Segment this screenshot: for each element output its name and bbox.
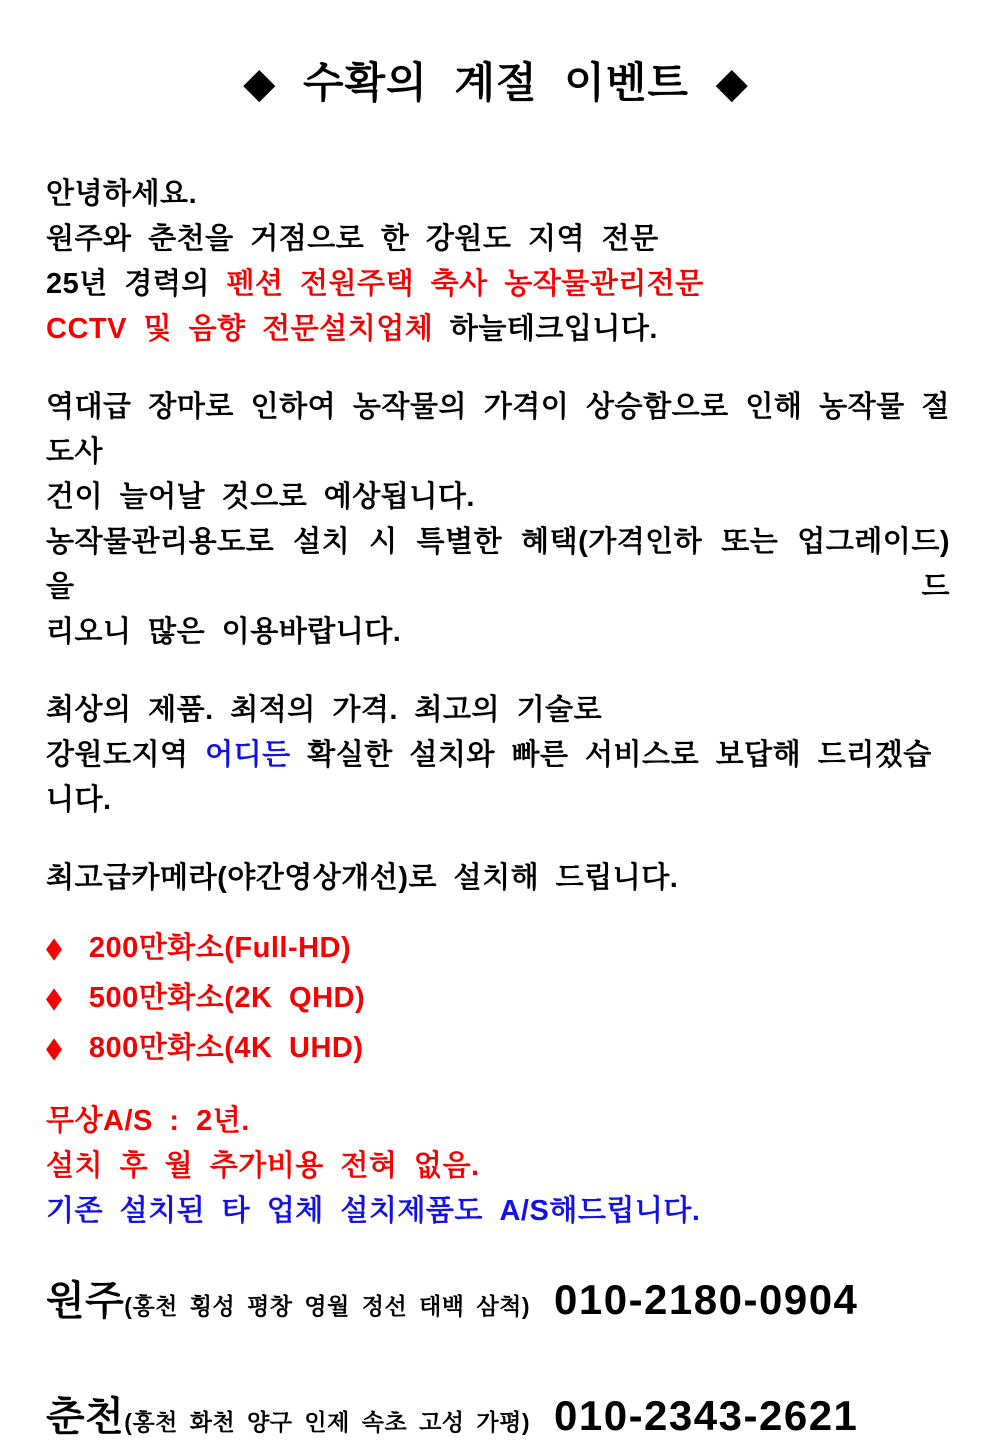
contact-city: 춘천 [46,1395,125,1439]
intro-experience-black: 25년 경력의 [46,268,227,300]
promise-region-black: 강원도지역 [46,739,206,771]
promise-service-line [46,733,950,823]
camera-section [46,856,950,901]
resolution-label: 200만화소(Full-HD) [88,932,352,964]
diamond-bullet-icon: ◆ [46,1032,63,1064]
resolution-item-uhd [46,1026,950,1071]
intro-company-name: 하늘테크입니다. [433,313,658,345]
intro-greeting: 안녕하세요. [46,178,198,210]
contact-regions: (홍천 화천 양구 인제 속초 고성 가평) [124,1409,530,1435]
intro-specialty-red: 펜션 전원주택 축사 농작물관리전문 [226,268,704,300]
camera-line: 최고급카메라(야간영상개선)로 설치해 드립니다. [46,862,679,894]
no-fee-line: 설치 후 월 추가비용 전혀 없음. [46,1150,480,1182]
diamond-bullet-icon: ◆ [46,932,63,964]
resolution-item-qhd [46,976,950,1021]
contact-phone: 010-2180-0904 [554,1276,859,1323]
resolution-list [46,926,950,1071]
notice-line-4: 리오니 많은 이용바랍니다. [46,616,402,648]
notice-line-2: 건이 늘어날 것으로 예상됩니다. [46,481,475,513]
notice-section [46,385,950,655]
promise-anywhere-blue: 어디든 [205,739,291,771]
as-other-companies-line: 기존 설치된 타 업체 설치제품도 A/S해드립니다. [46,1195,701,1227]
notice-line-1: 역대급 장마로 인하여 농작물의 가격이 상승함으로 인해 농작물 절도사 [46,391,950,468]
promise-quality-line: 최상의 제품. 최적의 가격. 최고의 기술로 [46,694,603,726]
intro-section [46,172,950,352]
intro-region-line: 원주와 춘천을 거점으로 한 강원도 지역 전문 [46,223,659,255]
intro-experience-line [46,262,950,307]
resolution-label: 800만화소(4K UHD) [88,1032,364,1064]
warranty-line: 무상A/S : 2년. [46,1105,250,1137]
service-section [46,1099,950,1234]
page-title: ◆ 수확의 계절 이벤트 ◆ [243,59,749,106]
resolution-item-fullhd [46,926,950,971]
promise-rest-black: 확실한 설치와 빠른 서비스로 보답해 드리겠습니다. [46,739,932,816]
contact-phone: 010-2343-2621 [554,1392,859,1439]
contact-city: 원주 [46,1279,125,1323]
promise-section [46,688,950,823]
diamond-bullet-icon: ◆ [46,982,63,1014]
notice-line-3: 농작물관리용도로 설치 시 특별한 혜택(가격인하 또는 업그레이드)을 드 [46,526,950,603]
contact-chuncheon [46,1390,950,1448]
flyer-content [0,172,992,1448]
contact-regions: (홍천 횡성 평창 영월 정선 태백 삼척) [124,1293,530,1319]
intro-company-line [46,307,950,352]
contact-wonju [46,1274,950,1332]
intro-cctv-red: CCTV 및 음향 전문설치업체 [46,313,434,345]
resolution-label: 500만화소(2K QHD) [88,982,366,1014]
